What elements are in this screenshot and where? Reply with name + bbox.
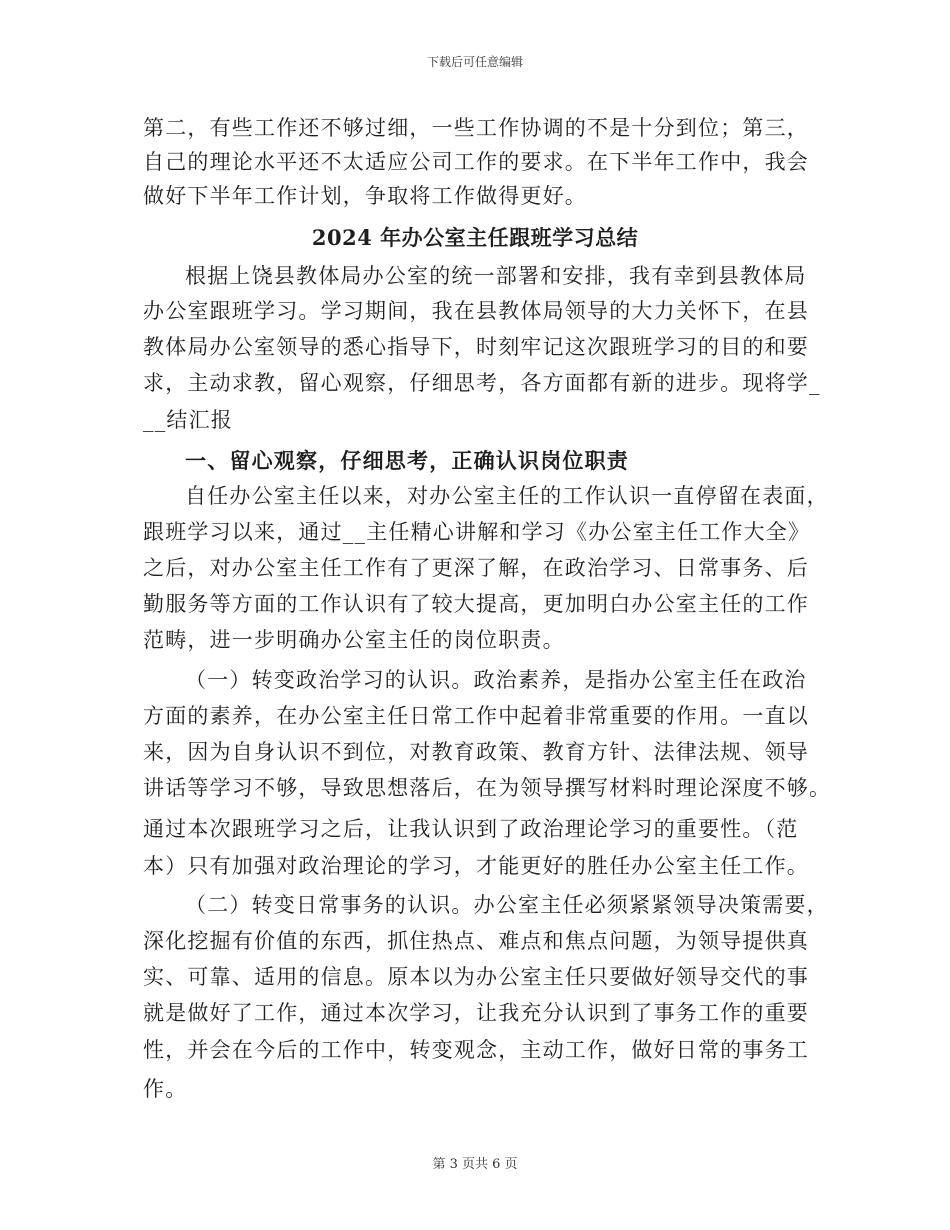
body-line: 深化挖掘有价值的东西，抓住热点、难点和焦点问题，为领导提供真 (143, 929, 809, 953)
body-line: 之后，对办公室主任工作有了更深了解，在政治学习、日常事务、后 (143, 556, 809, 580)
page-header-note: 下载后可任意编辑 (426, 55, 523, 69)
body-line: __结汇报 (143, 408, 233, 432)
body-line: 做好下半年工作计划，争取将工作做得更好。 (143, 184, 587, 208)
body-line: 自任办公室主任以来，对办公室主任的工作认识一直停留在表面， (185, 484, 829, 508)
body-line: 求，主动求教，留心观察，仔细思考，各方面都有新的进步。现将学_ (143, 371, 821, 395)
body-line: 办公室跟班学习。学习期间，我在县教体局领导的大力关怀下，在县 (143, 299, 809, 323)
body-line: 勤服务等方面的工作认识有了较大提高，更加明白办公室主任的工作 (143, 592, 809, 616)
document-title: 2024 年办公室主任跟班学习总结 (311, 225, 639, 250)
section-heading: 一、留心观察，仔细思考，正确认识岗位职责 (185, 448, 629, 473)
body-line: 实、可靠、适用的信息。原本以为办公室主任只要做好领导交代的事 (143, 965, 809, 989)
body-line: 教体局办公室领导的悉心指导下，时刻牢记这次跟班学习的目的和要 (143, 335, 809, 359)
page-number-footer: 第 3 页共 6 页 (432, 1157, 518, 1172)
body-line: （一）转变政治学习的认识。政治素养，是指办公室主任在政治 (185, 668, 807, 692)
body-line: 就是做好了工作，通过本次学习，让我充分认识到了事务工作的重要 (143, 1001, 809, 1025)
body-line: 来，因为自身认识不到位，对教育政策、教育方针、法律法规、领导 (143, 740, 809, 764)
body-line: 性，并会在今后的工作中，转变观念，主动工作，做好日常的事务工 (143, 1038, 809, 1062)
body-line: 自己的理论水平还不太适应公司工作的要求。在下半年工作中，我会 (143, 150, 809, 174)
body-line: 根据上饶县教体局办公室的统一部署和安排，我有幸到县教体局 (185, 264, 807, 288)
body-line: 通过本次跟班学习之后，让我认识到了政治理论学习的重要性。（范 (143, 817, 799, 841)
body-line: 本）只有加强对政治理论的学习，才能更好的胜任办公室主任工作。 (143, 854, 809, 878)
body-line: 讲话等学习不够，导致思想落后，在为领导撰写材料时理论深度不够。 (143, 776, 832, 800)
body-line: 跟班学习以来，通过__主任精心讲解和学习《办公室主任工作大全》 (143, 520, 811, 544)
body-line: （二）转变日常事务的认识。办公室主任必须紧紧领导决策需要， (185, 893, 829, 917)
body-line: 第二，有些工作还不够过细，一些工作协调的不是十分到位；第三， (143, 116, 809, 140)
body-line: 范畴，进一步明确办公室主任的岗位职责。 (143, 628, 565, 652)
body-line: 方面的素养，在办公室主任日常工作中起着非常重要的作用。一直以 (143, 704, 809, 728)
body-line: 作。 (143, 1077, 188, 1101)
